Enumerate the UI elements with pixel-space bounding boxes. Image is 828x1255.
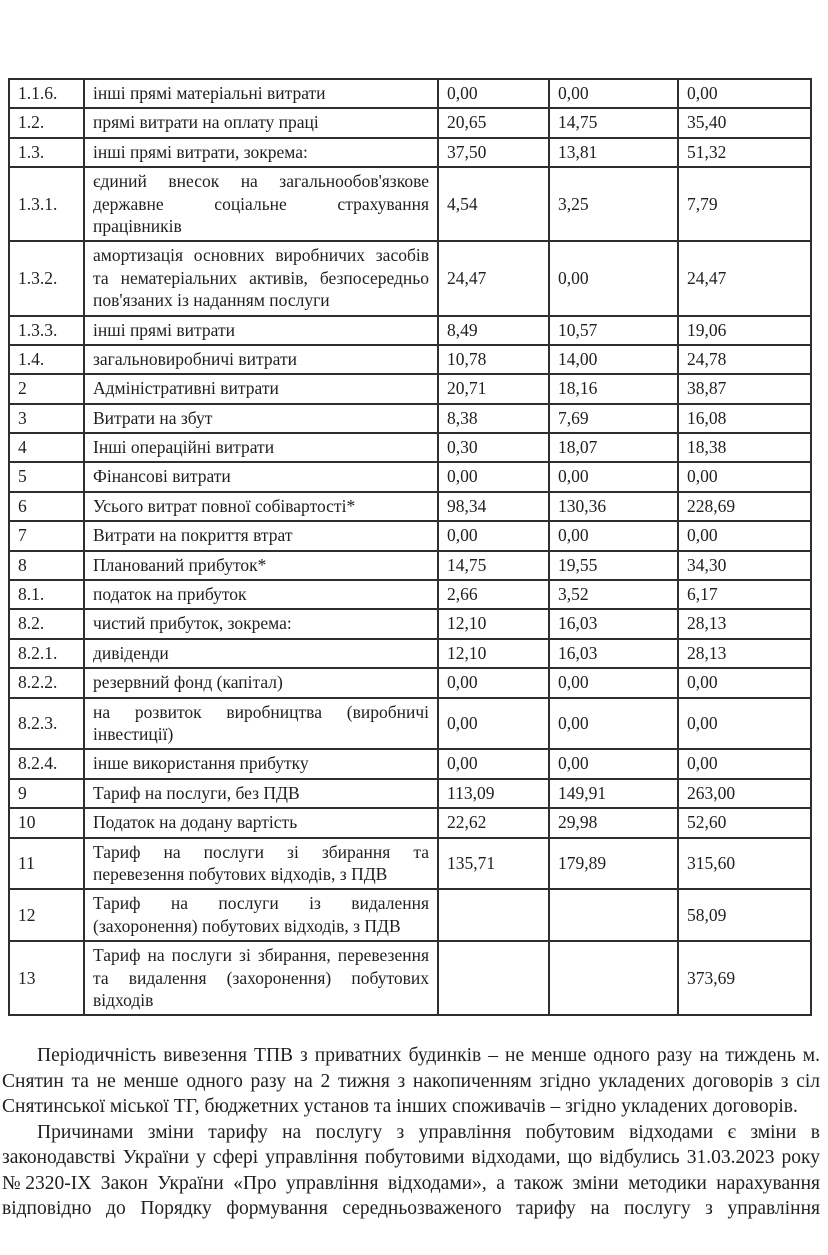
row-number-cell: 1.3.1. [9, 167, 84, 241]
value-cell: 6,17 [678, 580, 811, 609]
row-number-cell: 6 [9, 492, 84, 521]
value-cell: 8,49 [438, 316, 549, 345]
value-cell: 7,69 [549, 404, 678, 433]
row-number-cell: 8.2.3. [9, 698, 84, 750]
paragraph-collection-frequency: Періодичність вивезення ТПВ з приватних будинків – не менше одного разу на тиждень м. Снятин та не менше одного разу на 2 тижня з накопиченням згідно укладених договорів з сіл Снятинської міської ТГ, бюджетних установ та інших споживачів – згідно укладених договорів. [2, 1045, 820, 1118]
value-cell: 18,07 [549, 433, 678, 462]
table-row [9, 492, 811, 521]
value-cell: 58,09 [678, 889, 811, 941]
value-cell: 13,81 [549, 138, 678, 167]
description-cell: Тариф на послуги із видалення (захоронення) побутових відходів, з ПДВ [84, 889, 438, 941]
value-cell: 3,25 [549, 167, 678, 241]
value-cell: 24,47 [438, 241, 549, 315]
row-number-cell: 8.2.4. [9, 749, 84, 778]
value-cell: 0,00 [549, 79, 678, 108]
description-cell: прямі витрати на оплату праці [84, 108, 438, 137]
value-cell: 98,34 [438, 492, 549, 521]
value-cell [438, 889, 549, 941]
value-cell: 20,65 [438, 108, 549, 137]
table-row [9, 404, 811, 433]
description-cell: Тариф на послуги зі збирання та перевезення побутових відходів, з ПДВ [84, 838, 438, 890]
value-cell: 19,55 [549, 551, 678, 580]
description-cell: чистий прибуток, зокрема: [84, 609, 438, 638]
description-cell: Тариф на послуги зі збирання, перевезення та видалення (захоронення) побутових відходів [84, 941, 438, 1015]
value-cell: 16,03 [549, 639, 678, 668]
value-cell: 0,30 [438, 433, 549, 462]
value-cell: 12,10 [438, 639, 549, 668]
table-row [9, 639, 811, 668]
value-cell: 37,50 [438, 138, 549, 167]
table-row [9, 668, 811, 697]
value-cell: 113,09 [438, 779, 549, 808]
value-cell: 28,13 [678, 639, 811, 668]
table-row [9, 462, 811, 491]
value-cell: 28,13 [678, 609, 811, 638]
description-cell: інші прямі матеріальні витрати [84, 79, 438, 108]
value-cell: 0,00 [549, 749, 678, 778]
value-cell: 4,54 [438, 167, 549, 241]
value-cell: 0,00 [549, 521, 678, 550]
table-row [9, 808, 811, 837]
value-cell: 38,87 [678, 374, 811, 403]
value-cell: 18,38 [678, 433, 811, 462]
table-row [9, 521, 811, 550]
paragraph-tariff-change-reasons: Причинами зміни тарифу на послугу з управління побутовим відходами є зміни в законодавстві України у сфері управління побутовими відходами, що відбулись 31.03.2023 року №2320-IX Закон України «Про управління відходами», а також зміни методики нарахування відповідно до Порядку формування середньозваженого тарифу на послугу з управління [2, 1121, 820, 1220]
value-cell: 52,60 [678, 808, 811, 837]
description-cell: Витрати на збут [84, 404, 438, 433]
tariff-table [8, 78, 812, 1016]
value-cell: 29,98 [549, 808, 678, 837]
value-cell: 24,47 [678, 241, 811, 315]
value-cell: 16,08 [678, 404, 811, 433]
value-cell: 0,00 [678, 521, 811, 550]
row-number-cell: 1.3. [9, 138, 84, 167]
row-number-cell: 2 [9, 374, 84, 403]
description-cell: інші прямі витрати, зокрема: [84, 138, 438, 167]
description-cell: Усього витрат повної собівартості* [84, 492, 438, 521]
table-row [9, 167, 811, 241]
value-cell: 16,03 [549, 609, 678, 638]
value-cell: 7,79 [678, 167, 811, 241]
row-number-cell: 5 [9, 462, 84, 491]
description-cell: Інші операційні витрати [84, 433, 438, 462]
value-cell: 0,00 [678, 462, 811, 491]
value-cell: 24,78 [678, 345, 811, 374]
description-cell: єдиний внесок на загальнообов'язкове державне соціальне страхування працівників [84, 167, 438, 241]
row-number-cell: 1.1.6. [9, 79, 84, 108]
row-number-cell: 11 [9, 838, 84, 890]
description-cell: на розвиток виробництва (виробничі інвестиції) [84, 698, 438, 750]
value-cell: 179,89 [549, 838, 678, 890]
value-cell: 22,62 [438, 808, 549, 837]
value-cell: 135,71 [438, 838, 549, 890]
table-row [9, 79, 811, 108]
row-number-cell: 7 [9, 521, 84, 550]
row-number-cell: 8.2.2. [9, 668, 84, 697]
table-row [9, 838, 811, 890]
value-cell: 19,06 [678, 316, 811, 345]
table-row [9, 345, 811, 374]
value-cell [549, 941, 678, 1015]
table-row [9, 580, 811, 609]
table-row [9, 779, 811, 808]
value-cell: 0,00 [438, 668, 549, 697]
description-cell: резервний фонд (капітал) [84, 668, 438, 697]
row-number-cell: 4 [9, 433, 84, 462]
description-cell: амортизація основних виробничих засобів та нематеріальних активів, безпосередньо пов'язаних із наданням послуги [84, 241, 438, 315]
value-cell: 0,00 [438, 462, 549, 491]
value-cell: 34,30 [678, 551, 811, 580]
value-cell: 0,00 [438, 698, 549, 750]
value-cell: 0,00 [549, 668, 678, 697]
value-cell: 18,16 [549, 374, 678, 403]
value-cell: 0,00 [438, 521, 549, 550]
value-cell: 373,69 [678, 941, 811, 1015]
value-cell: 0,00 [678, 668, 811, 697]
table-row [9, 316, 811, 345]
row-number-cell: 1.3.2. [9, 241, 84, 315]
value-cell: 10,57 [549, 316, 678, 345]
value-cell: 3,52 [549, 580, 678, 609]
table-row [9, 241, 811, 315]
value-cell: 51,32 [678, 138, 811, 167]
description-cell: Адміністративні витрати [84, 374, 438, 403]
value-cell: 8,38 [438, 404, 549, 433]
row-number-cell: 8.1. [9, 580, 84, 609]
value-cell: 228,69 [678, 492, 811, 521]
body-text [2, 1043, 820, 1222]
table-row [9, 698, 811, 750]
row-number-cell: 9 [9, 779, 84, 808]
description-cell: Планований прибуток* [84, 551, 438, 580]
value-cell: 0,00 [438, 79, 549, 108]
value-cell: 2,66 [438, 580, 549, 609]
description-cell: Фінансові витрати [84, 462, 438, 491]
table-row [9, 609, 811, 638]
description-cell: дивіденди [84, 639, 438, 668]
description-cell: Тариф на послуги, без ПДВ [84, 779, 438, 808]
value-cell: 130,36 [549, 492, 678, 521]
row-number-cell: 8 [9, 551, 84, 580]
value-cell: 0,00 [438, 749, 549, 778]
value-cell: 14,00 [549, 345, 678, 374]
value-cell: 12,10 [438, 609, 549, 638]
description-cell: Витрати на покриття втрат [84, 521, 438, 550]
value-cell [438, 941, 549, 1015]
value-cell: 10,78 [438, 345, 549, 374]
value-cell: 0,00 [678, 79, 811, 108]
tariff-table-body [9, 79, 811, 1015]
value-cell: 263,00 [678, 779, 811, 808]
table-row [9, 551, 811, 580]
row-number-cell: 8.2.1. [9, 639, 84, 668]
row-number-cell: 8.2. [9, 609, 84, 638]
description-cell: загальновиробничі витрати [84, 345, 438, 374]
value-cell: 0,00 [678, 698, 811, 750]
description-cell: інше використання прибутку [84, 749, 438, 778]
table-row [9, 941, 811, 1015]
value-cell: 0,00 [549, 698, 678, 750]
row-number-cell: 12 [9, 889, 84, 941]
row-number-cell: 1.4. [9, 345, 84, 374]
row-number-cell: 1.2. [9, 108, 84, 137]
value-cell: 0,00 [549, 462, 678, 491]
table-row [9, 108, 811, 137]
row-number-cell: 13 [9, 941, 84, 1015]
row-number-cell: 10 [9, 808, 84, 837]
row-number-cell: 3 [9, 404, 84, 433]
description-cell: інші прямі витрати [84, 316, 438, 345]
value-cell: 20,71 [438, 374, 549, 403]
table-row [9, 433, 811, 462]
table-row [9, 138, 811, 167]
value-cell [549, 889, 678, 941]
value-cell: 149,91 [549, 779, 678, 808]
table-row [9, 889, 811, 941]
table-row [9, 374, 811, 403]
description-cell: податок на прибуток [84, 580, 438, 609]
value-cell: 315,60 [678, 838, 811, 890]
table-row [9, 749, 811, 778]
description-cell: Податок на додану вартість [84, 808, 438, 837]
value-cell: 0,00 [549, 241, 678, 315]
row-number-cell: 1.3.3. [9, 316, 84, 345]
value-cell: 0,00 [678, 749, 811, 778]
value-cell: 14,75 [438, 551, 549, 580]
value-cell: 35,40 [678, 108, 811, 137]
value-cell: 14,75 [549, 108, 678, 137]
